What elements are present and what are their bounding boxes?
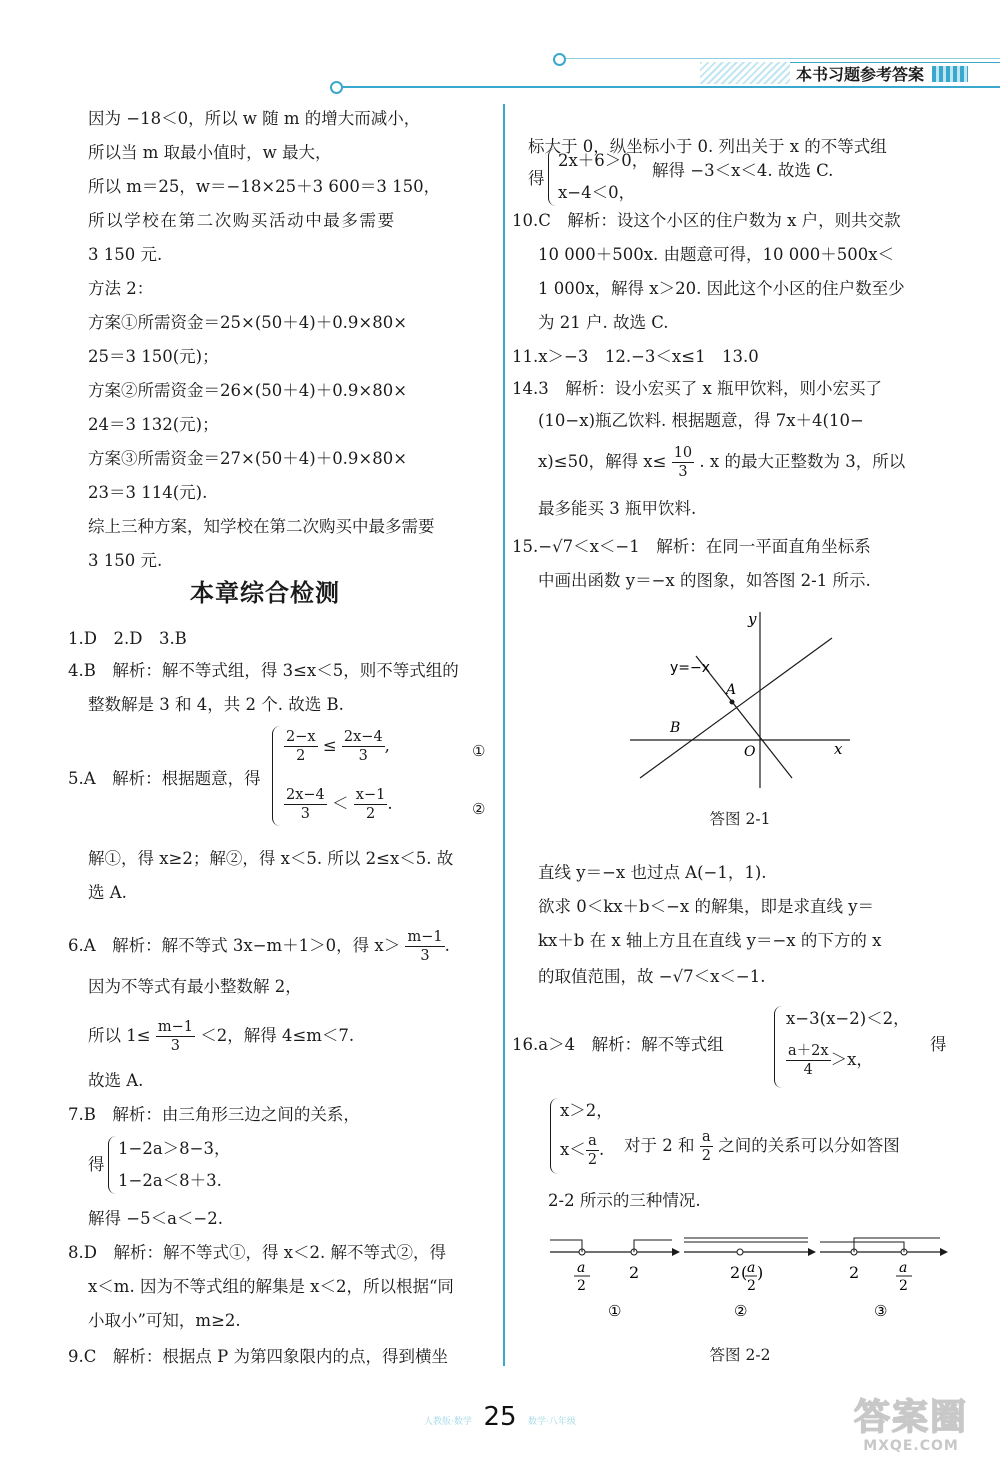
text-line: 所以 m＝25，w＝−18×25＋3 600＝3 150， xyxy=(88,177,441,196)
tick-label: 2 xyxy=(629,1263,640,1282)
text: . x 的最大正整数为 3，所以 xyxy=(699,452,906,471)
text: 所以 1≤ xyxy=(88,1026,151,1045)
inequality-row xyxy=(284,728,390,765)
answer-line: 因为不等式有最小整数解 2， xyxy=(88,977,302,996)
case-label: ① xyxy=(608,1302,622,1320)
text: 得 xyxy=(88,1155,105,1174)
inequality-row: x−3(x−2)＜2， xyxy=(786,1009,910,1028)
answer-line: 11.x＞−3 12.−3＜x≤1 13.0 xyxy=(512,347,759,366)
inequality-row xyxy=(560,1132,604,1169)
tick-label: 2 xyxy=(730,1263,741,1282)
y-axis-label: y xyxy=(748,610,757,628)
text-line: 方法 2： xyxy=(88,279,154,298)
coordinate-figure-2-1 xyxy=(620,602,860,792)
fraction xyxy=(342,728,385,765)
answer-line: kx＋b 在 x 轴上方且在直线 y＝−x 的下方的 x xyxy=(538,931,882,950)
number-line-case-1 xyxy=(550,1240,680,1320)
solution-ray xyxy=(820,1242,904,1252)
fraction-denominator: 2 xyxy=(701,1148,711,1164)
fraction xyxy=(586,1132,599,1169)
fraction-numerator: 2−x xyxy=(286,729,316,745)
open-point xyxy=(737,1249,743,1255)
text-line: 3 150 元. xyxy=(88,551,163,570)
watermark-logo xyxy=(836,1398,986,1456)
answer-line: 解得 −5＜a＜−2. xyxy=(88,1209,223,1228)
answer-line: 16.a＞4 解析：解不等式组 xyxy=(512,1035,724,1054)
punctuation: . xyxy=(444,936,450,955)
text-line: 3 150 元. xyxy=(88,245,163,264)
arrow-icon xyxy=(672,1248,680,1256)
punctuation: . xyxy=(599,1140,605,1159)
text: x)≤50，解得 x≤ xyxy=(538,452,667,471)
inequality-row xyxy=(786,1042,873,1079)
tick-label: a xyxy=(899,1260,908,1276)
system-brace xyxy=(774,1006,783,1088)
text-line: 所以当 m 取最小值时，w 最大， xyxy=(88,143,332,162)
fraction-denominator: 3 xyxy=(358,748,368,764)
inequality-row: 1−2a＜8＋3. xyxy=(118,1171,222,1190)
fraction-numerator: a＋2x xyxy=(788,1043,829,1059)
text-line: 25＝3 150(元)； xyxy=(88,347,219,366)
case-label: ② xyxy=(734,1302,748,1320)
inequality-row: x＞2， xyxy=(560,1101,613,1120)
text: 解得 −3＜x＜4. 故选 C. xyxy=(652,161,834,180)
fraction-numerator: 2x−4 xyxy=(286,787,325,803)
inequality-row xyxy=(284,786,393,823)
answer-line: 5.A 解析：根据题意，得 xyxy=(68,769,261,788)
fraction-denominator: 4 xyxy=(803,1062,813,1078)
text: 对于 2 和 xyxy=(624,1136,695,1155)
paren: ( xyxy=(741,1263,748,1282)
answer-line: 15.−√7＜x＜−1 解析：在同一平面直角坐标系 xyxy=(512,537,871,556)
point-a xyxy=(730,700,735,705)
header-dot-icon xyxy=(553,53,566,66)
fraction-numerator: x−1 xyxy=(355,787,386,803)
answer-line: 4.B 解析：解不等式组，得 3≤x＜5，则不等式组的 xyxy=(68,661,459,680)
answer-line: 10 000＋500x. 由题意可得，10 000＋500x＜ xyxy=(538,245,895,264)
system-brace xyxy=(272,726,281,826)
page-decoration: 数学·八年级 xyxy=(528,1417,576,1427)
answer-line xyxy=(538,444,905,481)
answer-line: 故选 A. xyxy=(88,1071,144,1090)
text-line: 所以学校在第二次购买活动中最多需要 xyxy=(88,211,396,230)
answer-line: 解①，得 x≥2；解②，得 x＜5. 所以 2≤x＜5. 故 xyxy=(88,849,454,868)
equation-marker: ② xyxy=(472,800,486,818)
answer-line: 的取值范围，故 −√7＜x＜−1. xyxy=(538,967,766,986)
text-line: 方案②所需资金＝26×(50＋4)＋0.9×80× xyxy=(88,381,408,400)
case-label: ③ xyxy=(874,1302,888,1320)
equation-marker: ① xyxy=(472,742,486,760)
header-rule-top xyxy=(560,58,1000,59)
inequality-row: 1−2a＞8−3， xyxy=(118,1139,231,1158)
fraction-denominator: 2 xyxy=(296,748,306,764)
answer-line xyxy=(624,1128,900,1165)
text: 得 xyxy=(930,1035,947,1054)
solution-ray xyxy=(634,1240,672,1252)
watermark-text: 答案圈 xyxy=(853,1397,968,1438)
text-line: 方案①所需资金＝25×(50＋4)＋0.9×80× xyxy=(88,313,408,332)
tick-label: a xyxy=(577,1260,586,1276)
answer-line: 选 A. xyxy=(88,883,127,902)
fraction xyxy=(672,444,694,481)
solution-ray xyxy=(854,1238,940,1252)
tick-label: a xyxy=(747,1260,756,1276)
answer-line: 9.C 解析：根据点 P 为第四象限内的点，得到横坐 xyxy=(68,1347,448,1366)
text-line: 23＝3 114(元). xyxy=(88,483,208,502)
text: 得 xyxy=(528,169,545,188)
line-label: y=−x xyxy=(670,660,711,676)
figure-caption: 答图 2-1 xyxy=(709,810,771,828)
answer-line: 14.3 解析：设小宏买了 x 瓶甲饮料，则小宏买了 xyxy=(512,379,883,398)
answer-line: 欲求 0＜kx＋b＜−x 的解集，即是求直线 y＝ xyxy=(538,897,875,916)
figure-caption: 答图 2-2 xyxy=(709,1346,771,1364)
answer-line: 1 000x，解得 x＞20. 因此这个小区的住户数至少 xyxy=(538,279,905,298)
line-kx-b xyxy=(640,638,832,778)
system-brace xyxy=(548,148,557,206)
fraction-denominator: 2 xyxy=(365,806,376,822)
text-line: 方案③所需资金＝27×(50＋4)＋0.9×80× xyxy=(88,449,408,468)
text: 之间的关系可以分如答图 xyxy=(718,1136,900,1155)
system-brace xyxy=(108,1136,117,1194)
answer-line: 整数解是 3 和 4，共 2 个. 故选 B. xyxy=(88,695,344,714)
inequality-row: x−4＜0， xyxy=(558,183,636,202)
arrow-icon xyxy=(808,1248,816,1256)
answer-line: 8.D 解析：解不等式①，得 x＜2. 解不等式②，得 xyxy=(68,1243,447,1262)
header-hatch-decoration xyxy=(700,62,790,84)
x-axis-label: x xyxy=(834,740,843,758)
fraction xyxy=(354,786,388,823)
number-line-figure-2-2 xyxy=(544,1226,954,1326)
fraction xyxy=(405,928,444,965)
fraction-numerator: m−1 xyxy=(407,929,443,945)
answer-line: 1.D 2.D 3.B xyxy=(68,629,187,648)
header-block-decoration xyxy=(932,66,968,82)
section-title: 本章综合检测 xyxy=(190,579,340,607)
running-header xyxy=(790,62,1000,86)
column-divider xyxy=(503,104,505,1366)
fraction-denominator: 3 xyxy=(678,464,688,480)
point-b-label: B xyxy=(670,720,681,736)
fraction-denominator: 3 xyxy=(420,948,430,964)
answer-line: 最多能买 3 瓶甲饮料. xyxy=(538,499,697,518)
tick-label: 2 xyxy=(899,1278,908,1294)
text: ＞x， xyxy=(830,1050,873,1069)
relation: ≤ xyxy=(322,736,337,755)
relation: ＜ xyxy=(332,794,349,813)
fraction xyxy=(700,1128,713,1165)
answer-line: 7.B 解析：由三角形三边之间的关系， xyxy=(68,1105,360,1124)
header-dot-icon xyxy=(330,81,343,94)
fraction-numerator: a xyxy=(700,1128,713,1147)
tick-label: 2 xyxy=(849,1263,860,1282)
punctuation: . xyxy=(387,794,393,813)
text-line: 综上三种方案，知学校在第二次购买中最多需要 xyxy=(88,517,435,536)
page-number: 25 xyxy=(483,1402,517,1432)
answer-line: (10−x)瓶乙饮料. 根据题意，得 7x＋4(10− xyxy=(538,411,864,430)
fraction xyxy=(284,728,318,765)
number-line-case-2 xyxy=(684,1238,816,1320)
text: ＜2，解得 4≤m＜7. xyxy=(200,1026,355,1045)
text-line: 24＝3 132(元)； xyxy=(88,415,219,434)
answer-line: 2-2 所示的三种情况. xyxy=(548,1191,701,1210)
system-brace xyxy=(550,1098,559,1174)
fraction-denominator: 2 xyxy=(587,1152,598,1168)
answer-line: x＜m. 因为不等式组的解集是 x＜2，所以根据“同 xyxy=(88,1277,454,1296)
answer-line: 直线 y＝−x 也过点 A(−1，1). xyxy=(538,863,767,882)
text-line: 因为 −18＜0，所以 w 随 m 的增大而减小， xyxy=(88,109,421,128)
text-line: 标大于 0，纵坐标小于 0. 列出关于 x 的不等式组 xyxy=(528,137,887,156)
punctuation: , xyxy=(384,736,390,755)
fraction-numerator: 2x−4 xyxy=(343,729,383,745)
answer-line xyxy=(68,928,450,965)
text: x＜ xyxy=(560,1140,586,1159)
point-a-label: A xyxy=(726,682,737,698)
number-line-case-3 xyxy=(820,1238,948,1320)
running-header-title: 本书习题参考答案 xyxy=(796,65,925,84)
page-decoration: 人教版·数学 xyxy=(424,1417,472,1427)
inequality-row: 2x＋6＞0， xyxy=(558,151,649,170)
fraction-denominator: 3 xyxy=(300,806,310,822)
answer-line: 小取小”可知，m≥2. xyxy=(88,1311,241,1330)
paren: ) xyxy=(757,1263,764,1282)
tick-label: 2 xyxy=(577,1278,586,1294)
fraction-numerator: a xyxy=(586,1132,599,1151)
fraction xyxy=(156,1018,195,1055)
text: 6.A 解析：解不等式 3x−m＋1＞0，得 x＞ xyxy=(68,936,401,955)
tick-label: 2 xyxy=(747,1278,756,1294)
answer-line: 中画出函数 y＝−x 的图象，如答图 2-1 所示. xyxy=(538,571,871,590)
solution-ray xyxy=(550,1240,582,1252)
answer-line xyxy=(88,1018,354,1055)
fraction-denominator: 3 xyxy=(170,1038,180,1054)
fraction-numerator: m−1 xyxy=(157,1019,193,1035)
answer-line: 10.C 解析：设这个小区的住户数为 x 户，则共交款 xyxy=(512,211,901,230)
watermark-url: MXQE.COM xyxy=(863,1438,959,1454)
fraction xyxy=(786,1042,831,1079)
fraction xyxy=(284,786,327,823)
arrow-icon xyxy=(940,1248,948,1256)
origin-label: O xyxy=(744,744,756,760)
answer-line: 为 21 户. 故选 C. xyxy=(538,313,669,332)
fraction-numerator: 10 xyxy=(673,445,693,461)
